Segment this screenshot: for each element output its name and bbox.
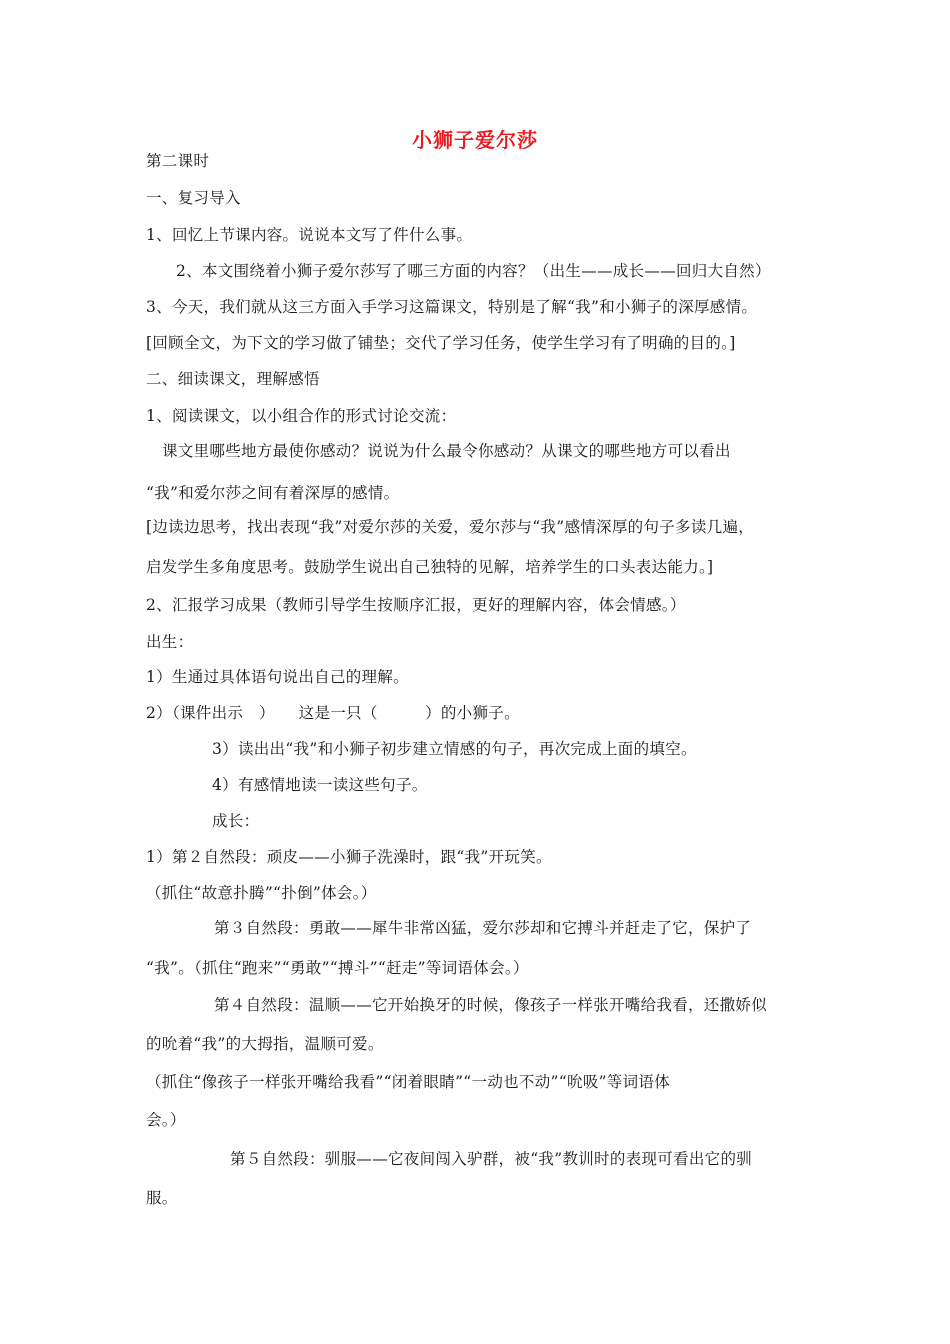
section-heading: 二、细读课文，理解感悟 xyxy=(146,370,320,388)
paragraph-line: （抓住“故意扑腾”“扑倒”体会。） xyxy=(146,884,377,902)
document-title: 小狮子爱尔莎 xyxy=(412,128,538,152)
paragraph-line: 2、本文围绕着小狮子爱尔莎写了哪三方面的内容？（出生——成长——回归大自然） xyxy=(176,262,771,280)
paragraph-line: 2、汇报学习成果（教师引导学生按顺序汇报，更好的理解内容，体会情感。） xyxy=(146,596,686,614)
paragraph-line: 2）（课件出示 ） 这是一只（ ）的小狮子。 xyxy=(146,704,520,722)
paragraph-line: “我”和爱尔莎之间有着深厚的感情。 xyxy=(146,484,400,502)
lesson-period: 第二课时 xyxy=(146,152,210,170)
paragraph-line: 4）有感情地读一读这些句子。 xyxy=(212,776,428,794)
section-heading: 一、复习导入 xyxy=(146,189,241,207)
paragraph-line: 1、回忆上节课内容。说说本文写了件什么事。 xyxy=(146,226,473,244)
paragraph-line: 第５自然段：驯服——它夜间闯入驴群，被“我”教训时的表现可看出它的驯 xyxy=(230,1150,753,1168)
subsection-label: 成长： xyxy=(212,812,260,830)
paragraph-line: 3、今天，我们就从这三方面入手学习这篇课文，特别是了解“我”和小狮子的深厚感情。 xyxy=(146,298,758,316)
paragraph-line: 启发学生多角度思考。鼓励学生说出自己独特的见解，培养学生的口头表达能力。] xyxy=(146,558,714,576)
paragraph-line: “我”。（抓住“跑来”“勇敢”“搏斗”“赶走”等词语体会。） xyxy=(146,959,529,977)
subsection-label: 出生： xyxy=(146,633,194,651)
paragraph-line: 1、阅读课文，以小组合作的形式讨论交流： xyxy=(146,407,457,425)
paragraph-line: 第４自然段：温顺——它开始换牙的时候，像孩子一样张开嘴给我看，还撒娇似 xyxy=(214,996,768,1014)
paragraph-line: （抓住“像孩子一样张开嘴给我看”“闭着眼睛”“一动也不动”“吮吸”等词语体 xyxy=(146,1073,670,1091)
paragraph-line: 的吮着“我”的大拇指，温顺可爱。 xyxy=(146,1035,384,1053)
paragraph-line: 课文里哪些地方最使你感动？说说为什么最令你感动？从课文的哪些地方可以看出 xyxy=(162,442,731,460)
paragraph-line: 3）读出出“我”和小狮子初步建立情感的句子，再次完成上面的填空。 xyxy=(212,740,697,758)
paragraph-line: 服。 xyxy=(146,1189,178,1207)
paragraph-line: [回顾全文，为下文的学习做了铺垫；交代了学习任务，使学生学习有了明确的目的。] xyxy=(146,334,736,352)
paragraph-line: 1）第２自然段：顽皮——小狮子洗澡时，跟“我”开玩笑。 xyxy=(146,848,552,866)
paragraph-line: 第３自然段：勇敢——犀牛非常凶猛，爱尔莎却和它搏斗并赶走了它，保护了 xyxy=(214,919,752,937)
paragraph-line: 1）生通过具体语句说出自己的理解。 xyxy=(146,668,409,686)
paragraph-line: [边读边思考，找出表现“我”对爱尔莎的关爱，爱尔莎与“我”感情深厚的句子多读几遍， xyxy=(146,518,755,536)
paragraph-line: 会。） xyxy=(146,1111,186,1129)
